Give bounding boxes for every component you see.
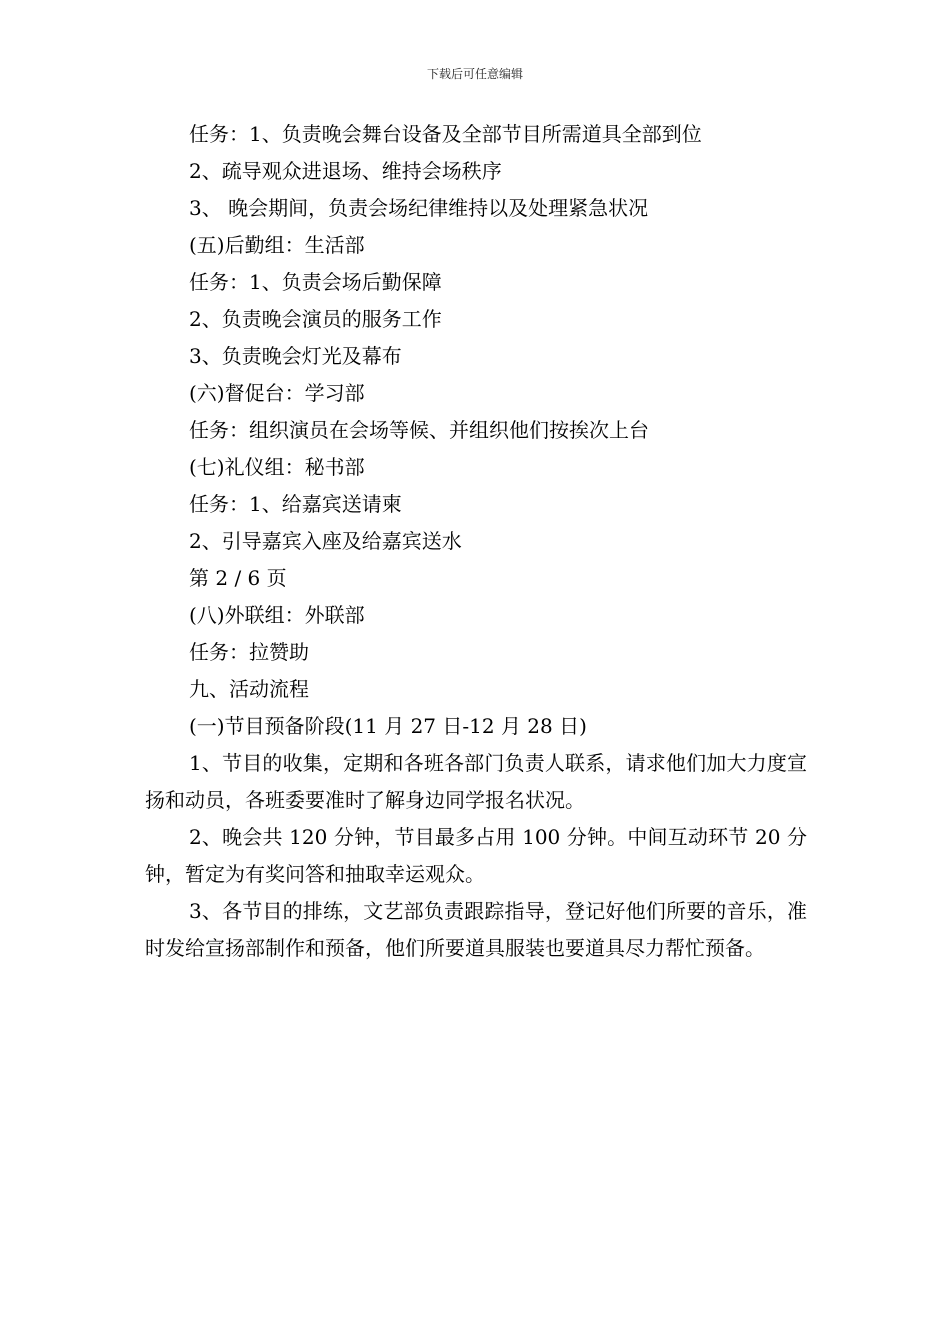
text-line: 3、负责晚会灯光及幕布	[189, 344, 402, 368]
body-paragraph: 3、各节目的排练，文艺部负责跟踪指导，登记好他们所要的音乐，准时发给宣扬部制作和预备，他们所要道具服装也要道具尽力帮忙预备。	[145, 899, 807, 960]
text-line: 3、 晚会期间，负责会场纪律维持以及处理紧急状况	[189, 196, 649, 220]
section-heading: (七)礼仪组：秘书部	[189, 455, 365, 479]
text-line: 任务：组织演员在会场等候、并组织他们按挨次上台	[189, 418, 649, 442]
page-number: 第 2 / 6 页	[189, 566, 287, 590]
text-line: 任务：1、给嘉宾送请柬	[189, 492, 402, 516]
section-heading: (六)督促台：学习部	[189, 381, 365, 405]
text-line: 任务：1、负责会场后勤保障	[189, 270, 442, 294]
section-heading: 九、活动流程	[189, 677, 309, 701]
body-paragraph: 2、晚会共 120 分钟，节目最多占用 100 分钟。中间互动环节 20 分钟，暂定为有奖问答和抽取幸运观众。	[145, 825, 807, 886]
document-body	[145, 116, 807, 967]
text-line: 2、负责晚会演员的服务工作	[189, 307, 442, 331]
body-paragraph: 1、节目的收集，定期和各班各部门负责人联系，请求他们加大力度宣扬和动员，各班委要准时了解身边同学报名状况。	[145, 751, 807, 812]
section-heading: (八)外联组：外联部	[189, 603, 365, 627]
text-line: 任务：拉赞助	[189, 640, 309, 664]
section-heading: (五)后勤组：生活部	[189, 233, 365, 257]
text-line: 2、引导嘉宾入座及给嘉宾送水	[189, 529, 462, 553]
section-heading: (一)节目预备阶段(11 月 27 日-12 月 28 日)	[189, 714, 587, 738]
page-header: 下载后可任意编辑	[426, 67, 523, 81]
text-line: 2、疏导观众进退场、维持会场秩序	[189, 159, 502, 183]
text-line: 任务：1、负责晚会舞台设备及全部节目所需道具全部到位	[189, 122, 702, 146]
